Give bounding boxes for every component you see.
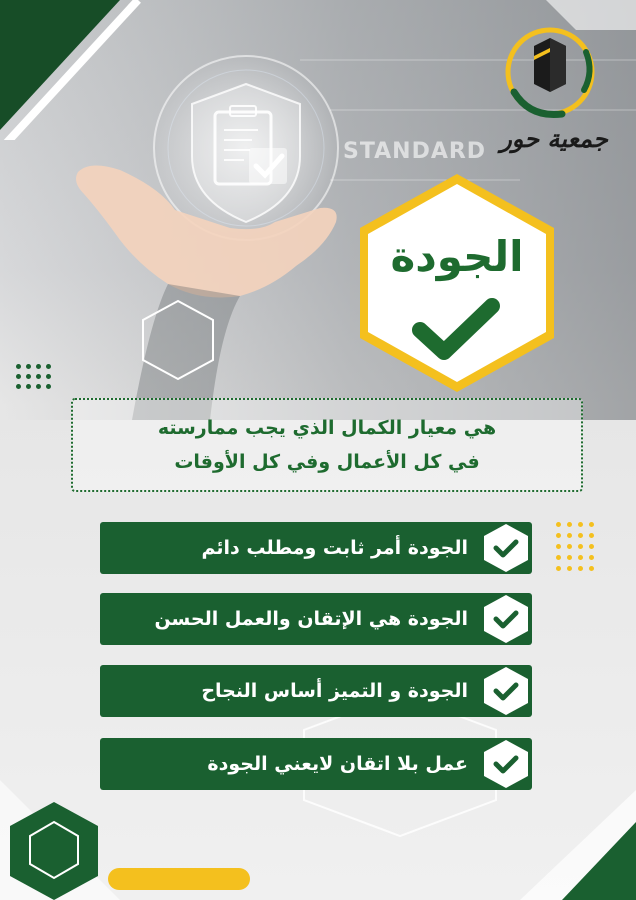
definition-line-2: في كل الأعمال وفي كل الأوقات xyxy=(174,451,480,473)
top-left-corner xyxy=(0,0,150,140)
point-text-2: الجودة هي الإتقان والعمل الحسن xyxy=(154,608,468,630)
logo-name: جمعية حور xyxy=(500,124,608,153)
logo-emblem xyxy=(500,22,600,122)
point-text-4: عمل بلا اتقان لايعني الجودة xyxy=(207,753,468,775)
green-dots xyxy=(16,364,51,389)
bottom-right-corner xyxy=(520,760,636,900)
point-bar-1 xyxy=(100,522,532,574)
title-hexagon xyxy=(352,170,562,396)
point-text-3: الجودة و التميز أساس النجاح xyxy=(201,680,468,702)
definition-line-1: هي معيار الكمال الذي يجب ممارسته xyxy=(157,417,497,439)
outline-hexagon xyxy=(140,298,216,382)
standard-watermark: STANDARD xyxy=(343,139,487,164)
point-text-1: الجودة أمر ثابت ومطلب دائم xyxy=(201,537,468,559)
bottom-hexagon xyxy=(6,800,102,900)
check-icon xyxy=(480,593,532,645)
point-bar-2 xyxy=(100,593,532,645)
yellow-accent-bar xyxy=(108,868,250,890)
check-icon xyxy=(480,665,532,717)
check-icon xyxy=(480,738,532,790)
page-title: الجودة xyxy=(390,232,524,281)
check-icon xyxy=(480,522,532,574)
gold-dots xyxy=(556,522,594,571)
point-bar-3 xyxy=(100,665,532,717)
point-bar-4 xyxy=(100,738,532,790)
definition-box xyxy=(71,398,583,492)
